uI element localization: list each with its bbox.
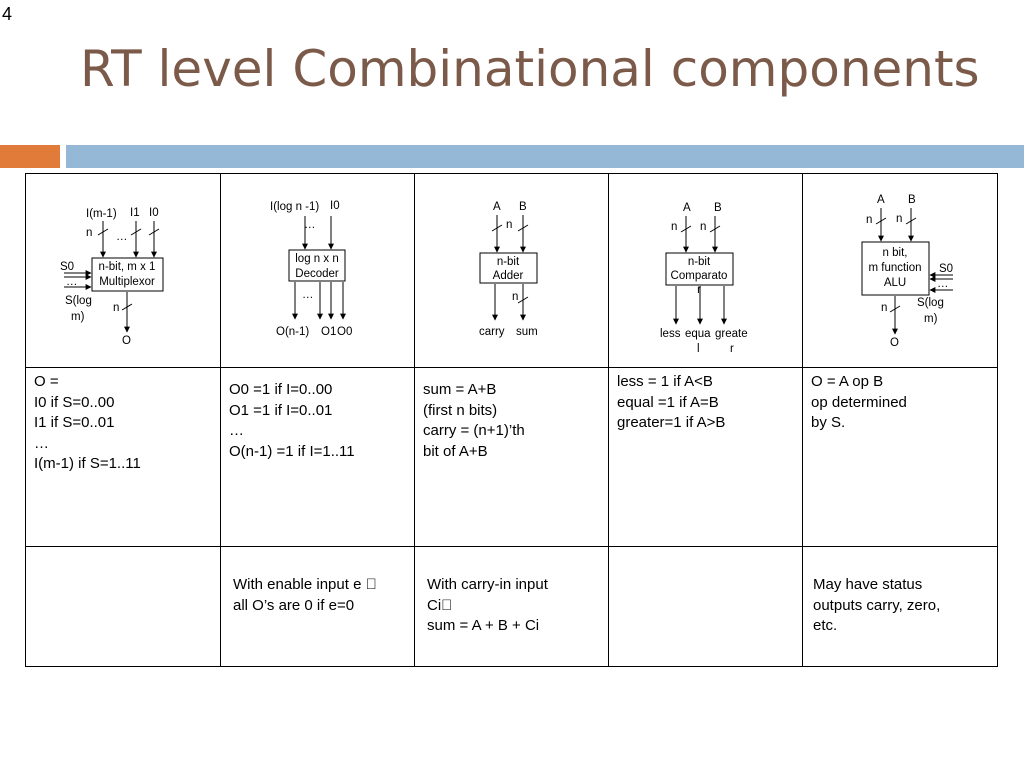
decoder-diagram [221, 174, 415, 367]
decoder-output-0-label: O0 [337, 326, 353, 338]
notes-row [26, 547, 998, 667]
decoder-label-line1: log n x n [295, 253, 339, 265]
mux-input-1-label: I1 [130, 207, 140, 219]
slide-title: RT level Combinational components [80, 40, 980, 98]
decoder-description [221, 368, 415, 547]
accent-bar-orange [0, 145, 60, 168]
decoder-input-high-label: I(log n -1) [270, 201, 320, 213]
alu-select-0-label: S0 [939, 263, 954, 275]
adder-diagram [415, 174, 609, 367]
adder-description [415, 368, 609, 547]
comparator-input-b-width-label: n [700, 221, 707, 233]
comparator-equal-label-1: equa [685, 328, 711, 340]
comparator-input-b-label: B [714, 202, 722, 214]
comparator-input-a-label: A [683, 202, 691, 214]
mux-output-label: O [122, 335, 131, 347]
decoder-label-line2: Decoder [295, 268, 339, 280]
comparator-diagram [609, 174, 803, 367]
mux-output-width-label: n [113, 302, 120, 314]
diagram-row [26, 174, 998, 368]
comparator-less-label: less [660, 328, 681, 340]
slide-number: 4 [2, 4, 13, 24]
alu-output-label: O [890, 337, 899, 349]
mux-select-log-label-1: S(log [65, 295, 92, 307]
mux-label-line1: n-bit, m x 1 [98, 261, 156, 273]
adder-input-width-label: n [506, 219, 513, 231]
comparator-note-text [609, 547, 802, 581]
adder-input-b-label: B [519, 201, 527, 213]
decoder-diagram-cell [221, 174, 415, 368]
adder-label-line2: Adder [492, 270, 524, 282]
decoder-note-text: With enable input e all O’s are 0 if e=0 [233, 576, 362, 614]
comparator-greater-label-2: r [730, 343, 734, 355]
decoder-description-text: O0 =1 if I=0..00 O1 =1 if I=0..01 … O(n-1) =1 if I=1..11 [229, 381, 355, 460]
adder-diagram-cell [415, 174, 609, 368]
adder-carry-label: carry [479, 326, 505, 338]
comparator-equal-label-2: l [697, 343, 700, 355]
adder-note [415, 547, 609, 667]
alu-input-b-label: B [908, 194, 916, 206]
alu-select-ellipsis: … [937, 278, 949, 290]
mux-select-log-label-2: m) [71, 311, 85, 323]
accent-bar-blue [66, 145, 1024, 168]
adder-sum-label: sum [516, 326, 538, 338]
mux-input-0-label: I0 [149, 207, 159, 219]
comparator-input-a-width-label: n [671, 221, 678, 233]
alu-note-text: May have status outputs carry, zero, etc. [813, 576, 941, 634]
decoder-input-ellipsis: … [304, 219, 316, 231]
comparator-label-line3: r [697, 284, 701, 296]
mux-diagram-cell [26, 174, 221, 368]
alu-input-a-label: A [877, 194, 885, 206]
mux-label-line2: Multiplexor [99, 276, 155, 288]
comparator-description-text: less = 1 if A<B equal =1 if A=B greater=1 if A>B [617, 373, 726, 431]
alu-description [803, 368, 998, 547]
alu-output-width-label: n [881, 302, 888, 314]
comparator-diagram-cell [609, 174, 803, 368]
adder-note-text: With carry-in input Ci sum = A + B + Ci [427, 576, 548, 634]
decoder-input-0-label: I0 [330, 200, 340, 212]
alu-input-a-width-label: n [866, 214, 873, 226]
alu-select-log-label-1: S(log [917, 297, 944, 309]
adder-input-a-label: A [493, 201, 501, 213]
alu-select-log-label-2: m) [924, 313, 938, 325]
alu-note [803, 547, 998, 667]
mux-input-width-label: n [86, 227, 93, 239]
comparator-label-line2: Comparato [670, 270, 728, 282]
mux-note-text [26, 547, 220, 581]
mux-description [26, 368, 221, 547]
components-table [25, 173, 998, 667]
alu-description-text: O = A op B op determined by S. [811, 373, 907, 431]
decoder-note [221, 547, 415, 667]
comparator-label-line1: n-bit [687, 256, 711, 268]
alu-input-b-width-label: n [896, 213, 903, 225]
decoder-output-1-label: O1 [321, 326, 337, 338]
decoder-output-high-label: O(n-1) [276, 326, 310, 338]
mux-input-high-label: I(m-1) [86, 208, 117, 220]
alu-diagram [803, 174, 998, 367]
alu-label-line1: n bit, [882, 247, 908, 259]
comparator-greater-label-1: greate [715, 328, 748, 340]
mux-input-ellipsis: … [116, 231, 128, 243]
adder-output-width-label: n [512, 291, 519, 303]
comparator-note [609, 547, 803, 667]
mux-description-text: O = I0 if S=0..00 I1 if S=0..01 … I(m-1) if S=1..11 [34, 373, 141, 472]
decoder-output-ellipsis: … [302, 289, 314, 301]
adder-label-line1: n-bit [496, 256, 520, 268]
mux-select-ellipsis: … [66, 276, 78, 288]
adder-description-text: sum = A+B (first n bits) carry = (n+1)’th bit of A+B [423, 381, 525, 460]
alu-label-line3: ALU [883, 277, 907, 289]
alu-diagram-cell [803, 174, 998, 368]
alu-label-line2: m function [868, 262, 922, 274]
comparator-description [609, 368, 803, 547]
mux-diagram [26, 174, 221, 367]
mux-note [26, 547, 221, 667]
mux-select-0-label: S0 [60, 261, 75, 273]
description-row [26, 368, 998, 547]
